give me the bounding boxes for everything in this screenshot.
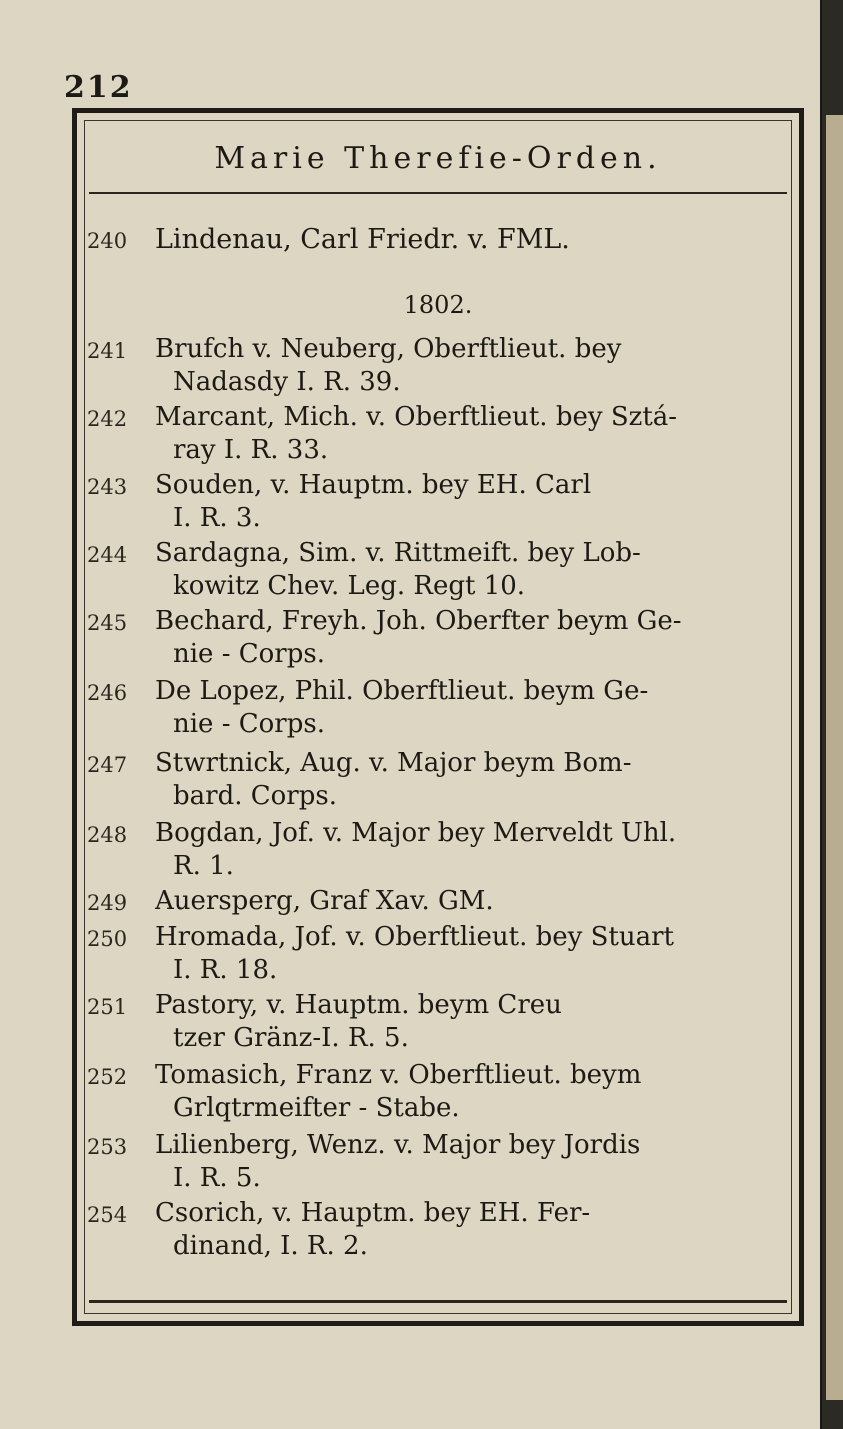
entry-number: 245	[87, 611, 128, 635]
entry-number: 243	[87, 475, 128, 499]
entry-text-continued: nie - Corps.	[173, 639, 325, 669]
entry-240	[77, 223, 787, 256]
entry-text: Brufch v. Neuberg, Oberftlieut. bey	[155, 334, 622, 364]
heading-rule	[89, 192, 787, 194]
entry-number: 248	[87, 823, 128, 847]
entry-number: 251	[87, 995, 128, 1019]
entry-text: Hromada, Jof. v. Oberftlieut. bey Stuart	[155, 922, 674, 952]
entry-text-continued: nie - Corps.	[173, 709, 325, 739]
adjacent-page-inner	[826, 115, 843, 1400]
entry-text-continued: R. 1.	[173, 851, 234, 881]
entry-text-continued: I. R. 5.	[173, 1163, 261, 1193]
entry-254	[77, 1197, 787, 1263]
entry-249	[77, 885, 787, 918]
entry-241	[77, 333, 787, 399]
entry-251	[77, 989, 787, 1055]
entry-number: 244	[87, 543, 128, 567]
entry-text-continued: Nadasdy I. R. 39.	[173, 367, 401, 397]
entry-text: Tomasich, Franz v. Oberftlieut. beym	[155, 1060, 642, 1090]
entry-text-continued: I. R. 3.	[173, 503, 261, 533]
entry-244	[77, 537, 787, 603]
entry-number: 247	[87, 753, 128, 777]
entry-text: Pastory, v. Hauptm. beym Creu	[155, 990, 562, 1020]
entry-text: Marcant, Mich. v. Oberftlieut. bey Sztá-	[155, 402, 678, 432]
entry-number: 249	[87, 891, 128, 915]
entry-250	[77, 921, 787, 987]
entry-243	[77, 469, 787, 535]
entry-text: Souden, v. Hauptm. bey EH. Carl	[155, 470, 592, 500]
page-heading: Marie Therefie-Orden.	[214, 141, 662, 176]
entry-text: Stwrtnick, Aug. v. Major beym Bom-	[155, 748, 632, 778]
entry-247	[77, 747, 787, 813]
entry-text-continued: kowitz Chev. Leg. Regt 10.	[173, 571, 526, 601]
entry-number: 254	[87, 1203, 128, 1227]
entry-number: 246	[87, 681, 128, 705]
entry-text-continued: dinand, I. R. 2.	[173, 1231, 368, 1261]
adjacent-page-edge	[822, 0, 843, 1429]
entry-text-continued: bard. Corps.	[173, 781, 337, 811]
entry-text-continued: Grlqtrmeifter - Stabe.	[173, 1093, 460, 1123]
entry-245	[77, 605, 787, 671]
entry-246	[77, 675, 787, 741]
entry-number: 253	[87, 1135, 128, 1159]
entry-number: 241	[87, 339, 128, 363]
entry-253	[77, 1129, 787, 1195]
entry-242	[77, 401, 787, 467]
entry-text: Csorich, v. Hauptm. bey EH. Fer-	[155, 1198, 591, 1228]
entry-number: 242	[87, 407, 128, 431]
bottom-rule	[89, 1300, 787, 1303]
entry-248	[77, 817, 787, 883]
entry-text: Bogdan, Jof. v. Major bey Merveldt Uhl.	[155, 818, 677, 848]
entry-text: De Lopez, Phil. Oberftlieut. beym Ge-	[155, 676, 649, 706]
entry-text-continued: tzer Gränz-I. R. 5.	[173, 1023, 409, 1053]
entry-text: Sardagna, Sim. v. Rittmeift. bey Lob-	[155, 538, 641, 568]
entry-text: Lindenau, Carl Friedr. v. FML.	[155, 224, 570, 255]
entry-text: Lilienberg, Wenz. v. Major bey Jordis	[155, 1130, 641, 1160]
page-frame	[72, 108, 804, 1326]
entry-number: 252	[87, 1065, 128, 1089]
entry-text-continued: I. R. 18.	[173, 955, 278, 985]
page-number: 212	[64, 70, 133, 105]
entry-text: Auersperg, Graf Xav. GM.	[155, 886, 494, 916]
entry-text: Bechard, Freyh. Joh. Oberfter beym Ge-	[155, 606, 682, 636]
entry-252	[77, 1059, 787, 1125]
entry-text-continued: ray I. R. 33.	[173, 435, 329, 465]
entry-number: 250	[87, 927, 128, 951]
year-heading: 1802.	[403, 291, 473, 319]
entry-number: 240	[87, 229, 128, 253]
